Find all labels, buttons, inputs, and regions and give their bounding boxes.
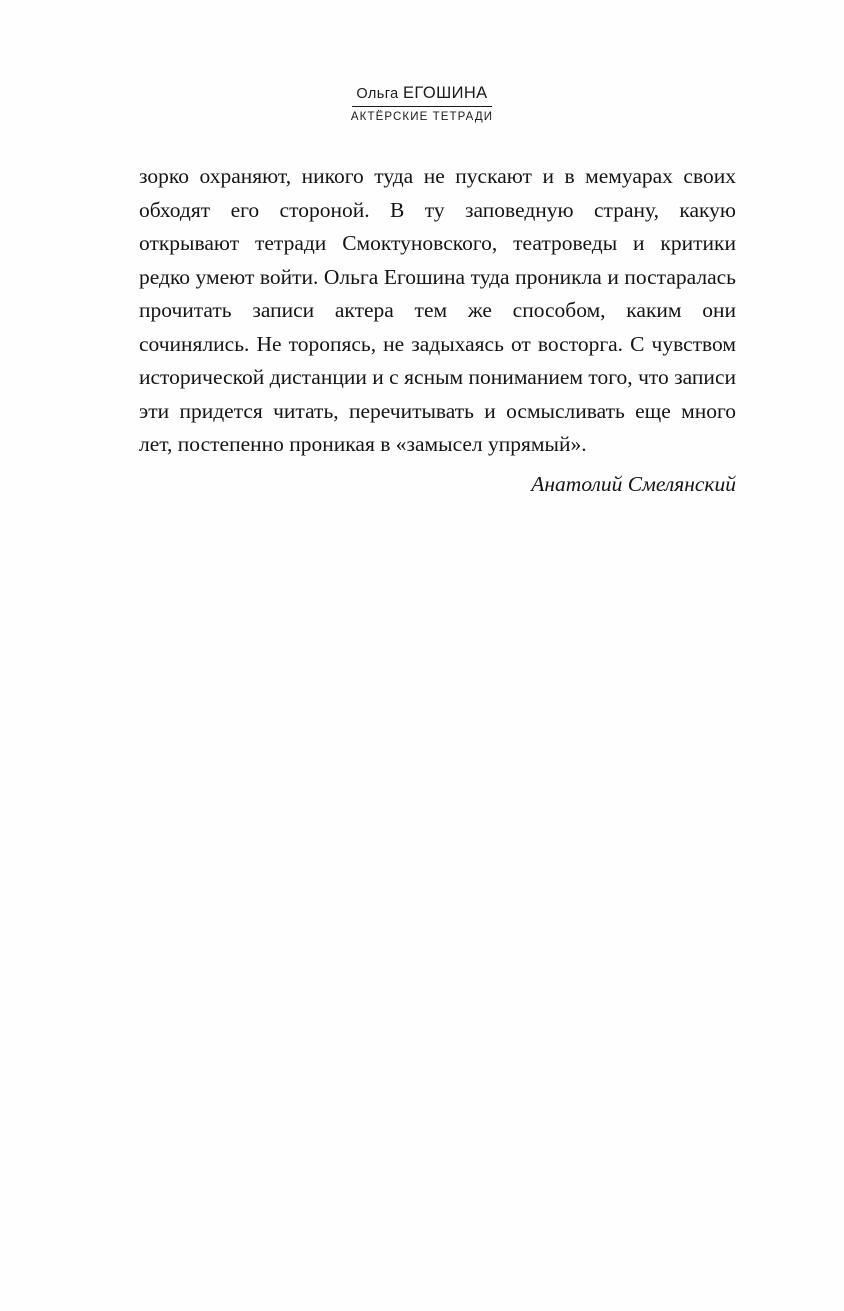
running-head bbox=[0, 84, 844, 123]
running-head-author-last: ЕГОШИНА bbox=[403, 84, 488, 102]
body-text-block bbox=[139, 160, 736, 501]
running-head-series: АКТЁРСКИЕ ТЕТРАДИ bbox=[350, 111, 494, 123]
running-head-author bbox=[352, 84, 491, 107]
author-signature: Анатолий Смелянский bbox=[531, 471, 736, 496]
running-head-author-first: Ольга bbox=[356, 86, 404, 102]
body-paragraph: зорко охраняют, никого туда не пускают и в мемуарах своих обходят его стороной. В ту заповедную страну, какую открывают тетради Смоктуновского, театроведы и критики редко умеют войти. Ольга Егошина туда проникла и постаралась прочитать записи актера тем же способом, каким они сочинялись. Не торопясь, не задыхаясь от восторга. С чувством исторической дистанции и с ясным пониманием того, что записи эти придется читать, перечитывать и осмысливать еще много лет, постепенно проникая в «замысел упрямый». bbox=[139, 164, 736, 456]
